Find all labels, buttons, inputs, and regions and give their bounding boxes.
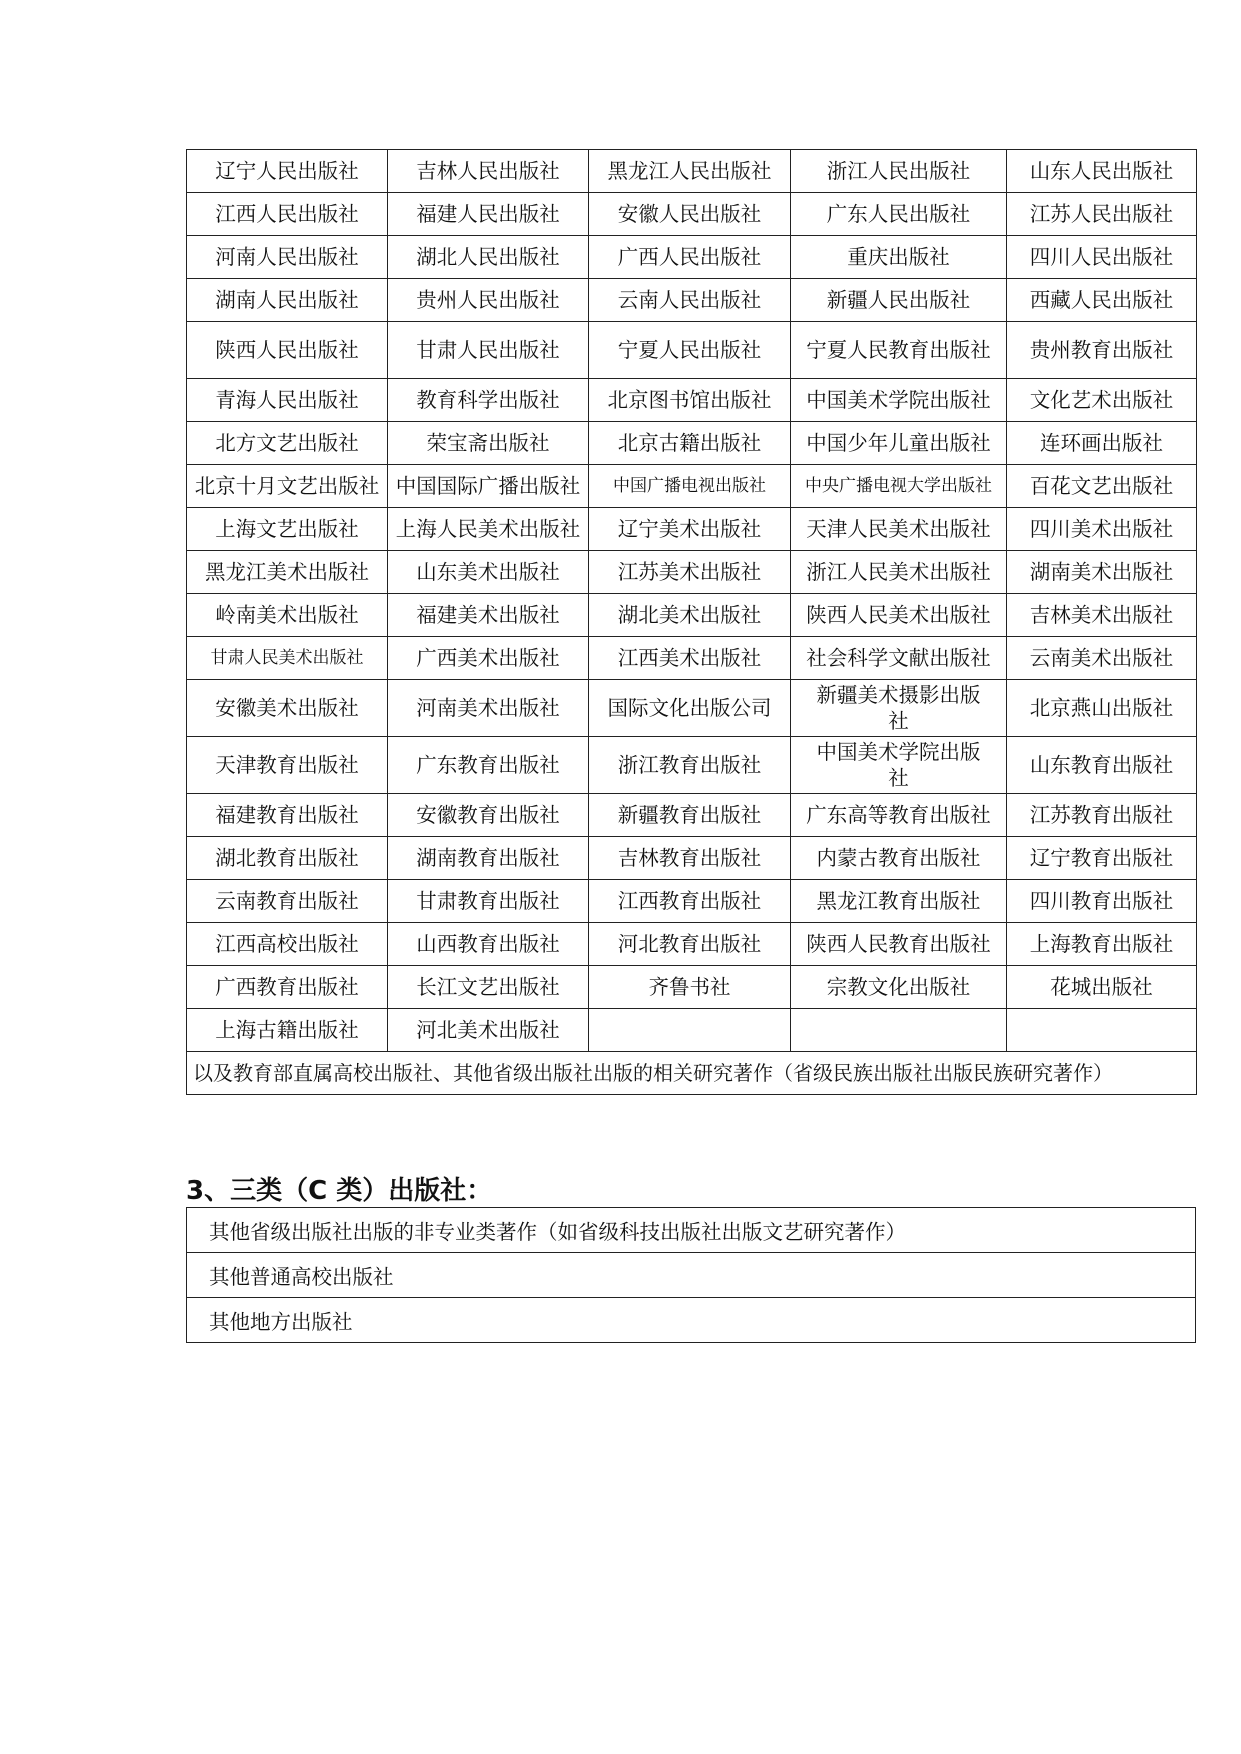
- publisher-cell: 宁夏人民教育出版社: [791, 322, 1007, 379]
- publisher-cell: 江西教育出版社: [589, 880, 791, 923]
- table-row: [187, 837, 1197, 880]
- publisher-cell: 北方文艺出版社: [187, 422, 388, 465]
- publisher-cell: 河南人民出版社: [187, 236, 388, 279]
- publisher-cell: 长江文艺出版社: [388, 966, 589, 1009]
- table-row: [187, 422, 1197, 465]
- category-c-item: 其他普通高校出版社: [187, 1253, 1196, 1298]
- publisher-cell: 山东人民出版社: [1007, 150, 1197, 193]
- publisher-cell: 安徽人民出版社: [589, 193, 791, 236]
- publisher-cell: 浙江人民美术出版社: [791, 551, 1007, 594]
- category-c-table: [186, 1207, 1196, 1343]
- table-row: [187, 1009, 1197, 1052]
- publisher-cell: 陕西人民出版社: [187, 322, 388, 379]
- publisher-cell: 河北教育出版社: [589, 923, 791, 966]
- publisher-cell: 江西人民出版社: [187, 193, 388, 236]
- publisher-cell: 文化艺术出版社: [1007, 379, 1197, 422]
- publisher-cell: 甘肃人民出版社: [388, 322, 589, 379]
- publisher-cell: 北京燕山出版社: [1007, 680, 1197, 737]
- publisher-cell: 甘肃教育出版社: [388, 880, 589, 923]
- publisher-cell: 黑龙江人民出版社: [589, 150, 791, 193]
- publisher-cell: 福建教育出版社: [187, 794, 388, 837]
- publisher-cell: 河北美术出版社: [388, 1009, 589, 1052]
- table-row: [187, 637, 1197, 680]
- publisher-cell: 贵州人民出版社: [388, 279, 589, 322]
- publisher-cell: 内蒙古教育出版社: [791, 837, 1007, 880]
- publisher-cell: 江苏美术出版社: [589, 551, 791, 594]
- publisher-cell: 四川人民出版社: [1007, 236, 1197, 279]
- publisher-cell: 中国美术学院出版社: [791, 379, 1007, 422]
- publisher-cell: 中国广播电视出版社: [589, 465, 791, 508]
- publisher-cell: 宁夏人民出版社: [589, 322, 791, 379]
- publisher-cell: 新疆教育出版社: [589, 794, 791, 837]
- publisher-cell: 山东教育出版社: [1007, 737, 1197, 794]
- table-row: [187, 1052, 1197, 1095]
- table-row: [187, 923, 1197, 966]
- table-row: [187, 737, 1197, 794]
- publisher-cell: 上海文艺出版社: [187, 508, 388, 551]
- publisher-table-body: [187, 150, 1197, 1095]
- publisher-cell: 广东人民出版社: [791, 193, 1007, 236]
- publisher-cell: 中国国际广播出版社: [388, 465, 589, 508]
- table-row: [187, 150, 1197, 193]
- publisher-cell: 云南人民出版社: [589, 279, 791, 322]
- publisher-cell: 四川美术出版社: [1007, 508, 1197, 551]
- publisher-cell: 贵州教育出版社: [1007, 322, 1197, 379]
- publisher-cell: 广东高等教育出版社: [791, 794, 1007, 837]
- publisher-cell: 江苏教育出版社: [1007, 794, 1197, 837]
- table-row: [187, 1298, 1196, 1343]
- publisher-cell: 湖南美术出版社: [1007, 551, 1197, 594]
- table-row: [187, 279, 1197, 322]
- publisher-cell: 广西教育出版社: [187, 966, 388, 1009]
- publisher-cell: 花城出版社: [1007, 966, 1197, 1009]
- publisher-cell: 湖北人民出版社: [388, 236, 589, 279]
- table-row: [187, 966, 1197, 1009]
- publisher-table: [186, 149, 1197, 1095]
- publisher-cell: 湖南人民出版社: [187, 279, 388, 322]
- publisher-cell: 河南美术出版社: [388, 680, 589, 737]
- publisher-cell: 黑龙江教育出版社: [791, 880, 1007, 923]
- publisher-cell: 辽宁教育出版社: [1007, 837, 1197, 880]
- publisher-cell: 广西美术出版社: [388, 637, 589, 680]
- category-c-item: 其他省级出版社出版的非专业类著作（如省级科技出版社出版文艺研究著作）: [187, 1208, 1196, 1253]
- publisher-cell: 北京图书馆出版社: [589, 379, 791, 422]
- table-row: [187, 551, 1197, 594]
- publisher-cell: 福建美术出版社: [388, 594, 589, 637]
- publisher-cell: 国际文化出版公司: [589, 680, 791, 737]
- table-row: [187, 193, 1197, 236]
- publisher-cell: 湖北美术出版社: [589, 594, 791, 637]
- publisher-cell: 荣宝斋出版社: [388, 422, 589, 465]
- table-row: [187, 594, 1197, 637]
- publisher-cell: [1007, 1009, 1197, 1052]
- publisher-cell: 福建人民出版社: [388, 193, 589, 236]
- table-row: [187, 880, 1197, 923]
- publisher-cell: 浙江人民出版社: [791, 150, 1007, 193]
- table-row: [187, 322, 1197, 379]
- table-row: [187, 794, 1197, 837]
- publisher-cell: 上海人民美术出版社: [388, 508, 589, 551]
- publisher-cell: 陕西人民美术出版社: [791, 594, 1007, 637]
- publisher-cell: 安徽美术出版社: [187, 680, 388, 737]
- table-row: [187, 379, 1197, 422]
- publisher-cell: 宗教文化出版社: [791, 966, 1007, 1009]
- publisher-cell: 四川教育出版社: [1007, 880, 1197, 923]
- publisher-cell: 齐鲁书社: [589, 966, 791, 1009]
- publisher-cell: [791, 1009, 1007, 1052]
- publisher-cell: 安徽教育出版社: [388, 794, 589, 837]
- publisher-cell: 青海人民出版社: [187, 379, 388, 422]
- table-row: [187, 680, 1197, 737]
- category-c-item: 其他地方出版社: [187, 1298, 1196, 1343]
- publisher-cell: 浙江教育出版社: [589, 737, 791, 794]
- publisher-cell: 湖南教育出版社: [388, 837, 589, 880]
- publisher-cell: 百花文艺出版社: [1007, 465, 1197, 508]
- publisher-cell: 黑龙江美术出版社: [187, 551, 388, 594]
- publisher-cell: 吉林人民出版社: [388, 150, 589, 193]
- publisher-cell: 上海古籍出版社: [187, 1009, 388, 1052]
- section-c-heading: 3、三类（C 类）出版社：: [186, 1176, 493, 1206]
- publisher-cell: 广东教育出版社: [388, 737, 589, 794]
- publisher-cell: 中央广播电视大学出版社: [791, 465, 1007, 508]
- publisher-cell: 中国少年儿童出版社: [791, 422, 1007, 465]
- publisher-cell: 中国美术学院出版社: [791, 737, 1007, 794]
- publisher-cell: 新疆人民出版社: [791, 279, 1007, 322]
- publisher-cell: 云南教育出版社: [187, 880, 388, 923]
- publisher-cell: 辽宁美术出版社: [589, 508, 791, 551]
- publisher-cell: 陕西人民教育出版社: [791, 923, 1007, 966]
- publisher-cell: 社会科学文献出版社: [791, 637, 1007, 680]
- table-row: [187, 236, 1197, 279]
- publisher-cell: 湖北教育出版社: [187, 837, 388, 880]
- publisher-cell: 北京十月文艺出版社: [187, 465, 388, 508]
- publisher-cell: 广西人民出版社: [589, 236, 791, 279]
- publisher-cell: 山东美术出版社: [388, 551, 589, 594]
- publisher-cell: 吉林美术出版社: [1007, 594, 1197, 637]
- publisher-cell: 甘肃人民美术出版社: [187, 637, 388, 680]
- publisher-cell: 重庆出版社: [791, 236, 1007, 279]
- publisher-cell: 江西高校出版社: [187, 923, 388, 966]
- publisher-cell: 吉林教育出版社: [589, 837, 791, 880]
- publisher-cell: 天津人民美术出版社: [791, 508, 1007, 551]
- publisher-cell: 云南美术出版社: [1007, 637, 1197, 680]
- publisher-cell: 上海教育出版社: [1007, 923, 1197, 966]
- publisher-cell: 教育科学出版社: [388, 379, 589, 422]
- publisher-cell: 辽宁人民出版社: [187, 150, 388, 193]
- publisher-cell: [589, 1009, 791, 1052]
- table-row: [187, 1208, 1196, 1253]
- table-note: 以及教育部直属高校出版社、其他省级出版社出版的相关研究著作（省级民族出版社出版民族研究著作）: [187, 1052, 1197, 1095]
- publisher-cell: 天津教育出版社: [187, 737, 388, 794]
- publisher-cell: 江西美术出版社: [589, 637, 791, 680]
- table-row: [187, 508, 1197, 551]
- publisher-cell: 连环画出版社: [1007, 422, 1197, 465]
- table-row: [187, 465, 1197, 508]
- publisher-cell: 山西教育出版社: [388, 923, 589, 966]
- publisher-cell: 江苏人民出版社: [1007, 193, 1197, 236]
- publisher-cell: 岭南美术出版社: [187, 594, 388, 637]
- publisher-cell: 北京古籍出版社: [589, 422, 791, 465]
- publisher-cell: 西藏人民出版社: [1007, 279, 1197, 322]
- publisher-cell: 新疆美术摄影出版社: [791, 680, 1007, 737]
- table-row: [187, 1253, 1196, 1298]
